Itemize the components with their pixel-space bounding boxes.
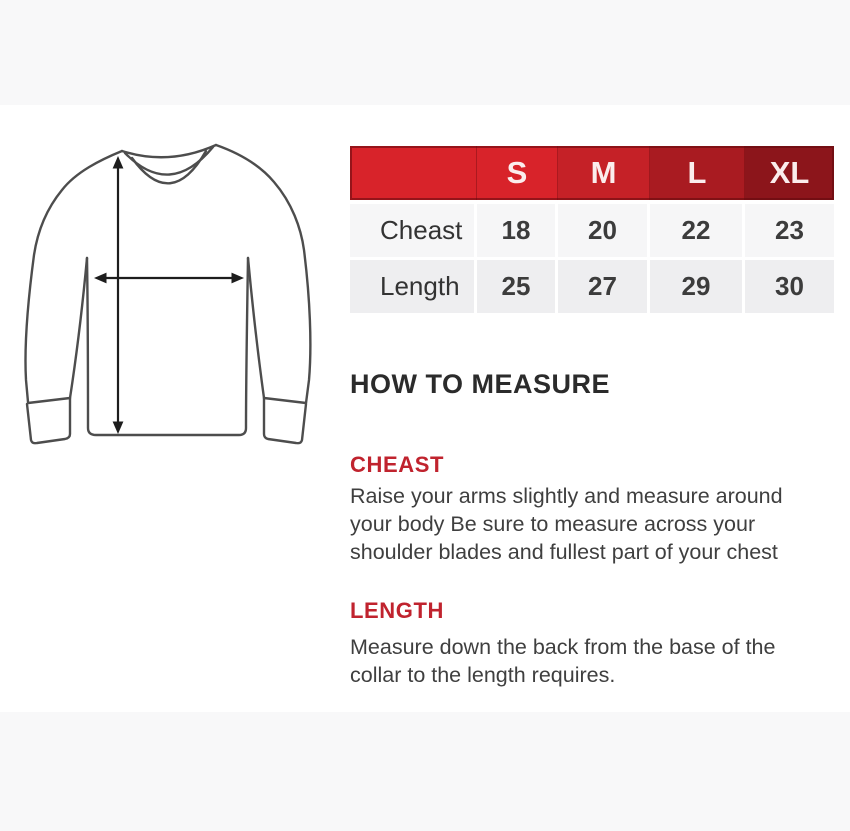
shirt-outline <box>25 145 310 443</box>
bottom-gray-band <box>0 712 850 831</box>
table-row-length <box>350 260 834 313</box>
size-table-header-row <box>350 146 834 200</box>
cell-cheast-s: 18 <box>477 204 555 257</box>
cell-length-xl: 30 <box>745 260 834 313</box>
header-cell-s: S <box>477 146 558 200</box>
cell-cheast-m: 20 <box>558 204 647 257</box>
cell-cheast-xl: 23 <box>745 204 834 257</box>
cell-length-s: 25 <box>477 260 555 313</box>
how-to-measure-title: HOW TO MEASURE <box>350 369 611 399</box>
length-section-body: Measure down the back from the base of the collar to the length requires. <box>350 635 776 687</box>
collar-outer-line <box>122 145 216 157</box>
chest-arrow <box>94 273 244 284</box>
header-cell-xl: XL <box>745 146 834 200</box>
row-label: Cheast <box>350 204 474 257</box>
header-cell-l: L <box>650 146 745 200</box>
table-row-cheast <box>350 204 834 257</box>
cell-length-m: 27 <box>558 260 647 313</box>
length-arrow <box>113 156 124 434</box>
cheast-section-body: Raise your arms slightly and measure around your body Be sure to measure across your shoulder blades and fullest part of your chest <box>350 484 783 564</box>
length-section-heading: LENGTH <box>350 598 445 623</box>
header-cell-blank <box>350 146 477 200</box>
row-label: Length <box>350 260 474 313</box>
top-gray-band <box>0 0 850 105</box>
cheast-section-heading: CHEAST <box>350 452 445 477</box>
header-cell-m: M <box>558 146 650 200</box>
cell-cheast-l: 22 <box>650 204 742 257</box>
size-table <box>350 146 834 313</box>
shirt-diagram <box>10 120 340 460</box>
cell-length-l: 29 <box>650 260 742 313</box>
